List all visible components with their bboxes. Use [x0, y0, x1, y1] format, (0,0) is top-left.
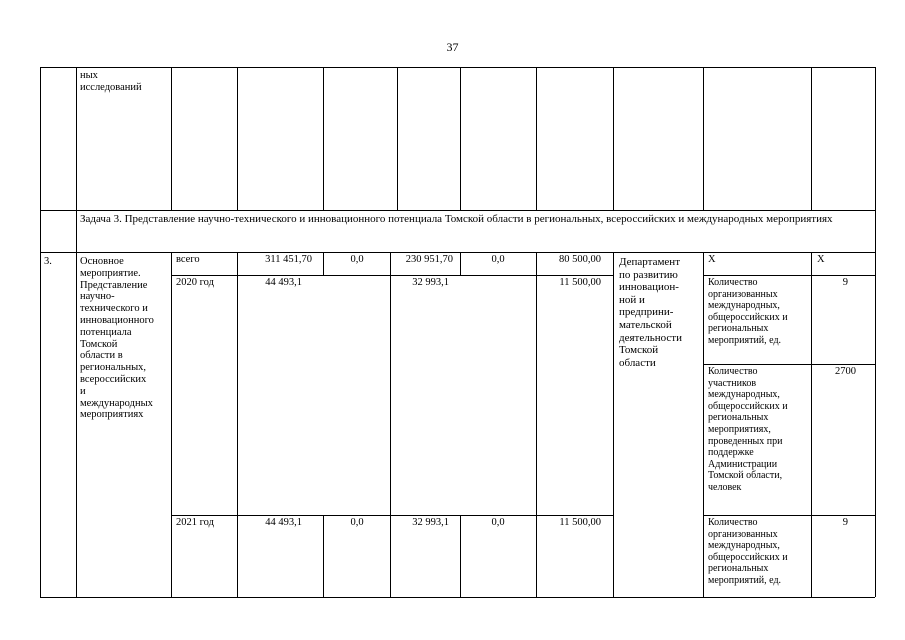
column-line [613, 67, 614, 210]
activity-name: Основное мероприятие. Представление научно- технического и инновационного потенциала Томской области в региональных, всероссийских и международных мероприятиях [80, 256, 154, 421]
column-line [536, 252, 537, 597]
other-value: 11 500,00 [559, 277, 601, 288]
indicator-value: Х [817, 254, 825, 265]
indicator-value: 2700 [835, 366, 856, 377]
row-divider [40, 210, 875, 211]
indicator-name: Количество организованных международных, общероссийских и региональных мероприятий, ед. [708, 277, 788, 346]
row-divider [703, 515, 875, 516]
column-line [703, 67, 704, 210]
table-right-border [875, 67, 876, 597]
other-value: 80 500,00 [559, 254, 601, 265]
regional-value: 230 951,70 [405, 254, 453, 265]
executor: Департамент по развитию инновацион- ной и предприни- мательской деятельности Томской области [619, 256, 682, 369]
regional-value: 32 993,1 [412, 517, 449, 528]
total-value: 44 493,1 [265, 277, 302, 288]
column-line [703, 252, 704, 597]
total-value: 44 493,1 [265, 517, 302, 528]
indicator-name: Количество организованных международных, общероссийских и региональных мероприятий, ед. [708, 517, 788, 586]
row-number: 3. [44, 256, 52, 267]
column-line [237, 67, 238, 210]
regional-value: 32 993,1 [412, 277, 449, 288]
column-line [397, 67, 398, 210]
column-line [323, 515, 324, 597]
local-value: 0,0 [491, 254, 505, 265]
column-line [460, 67, 461, 210]
local-value: 0,0 [491, 517, 505, 528]
period-label: 2020 год [176, 277, 214, 288]
column-line [171, 67, 172, 210]
table-left-border [40, 67, 41, 597]
column-line [536, 67, 537, 210]
column-line [76, 252, 77, 597]
indicator-value: 9 [842, 517, 848, 528]
total-value: 311 451,70 [265, 254, 312, 265]
table-bottom-border [40, 597, 875, 598]
column-line [323, 252, 324, 275]
other-value: 11 500,00 [559, 517, 601, 528]
row-divider [40, 252, 875, 253]
row-divider [703, 364, 875, 365]
column-line [613, 252, 614, 597]
column-line [76, 210, 77, 252]
indicator-value: 9 [842, 277, 848, 288]
continuation-text: ных исследований [80, 70, 142, 93]
column-line [811, 67, 812, 210]
column-line [323, 67, 324, 210]
page-number: 37 [446, 40, 459, 54]
column-line [390, 252, 391, 597]
task-heading: Задача 3. Представление научно-технического и инновационного потенциала Томской области в региональных, всероссийских и международных мероприятиях [80, 213, 833, 225]
period-label: 2021 год [176, 517, 214, 528]
column-line [811, 252, 812, 597]
period-label: всего [176, 254, 200, 265]
federal-value: 0,0 [350, 517, 364, 528]
indicator-name: Количество участников международных, общероссийских и региональных мероприятиях, проведенных при поддержке Администрации Томской области, человек [708, 366, 788, 493]
table-top-border [40, 67, 875, 68]
column-line [460, 252, 461, 275]
column-line [237, 252, 238, 597]
row-divider [703, 275, 875, 276]
column-line [76, 67, 77, 210]
indicator-name: Х [708, 254, 716, 265]
column-line [460, 515, 461, 597]
federal-value: 0,0 [350, 254, 364, 265]
